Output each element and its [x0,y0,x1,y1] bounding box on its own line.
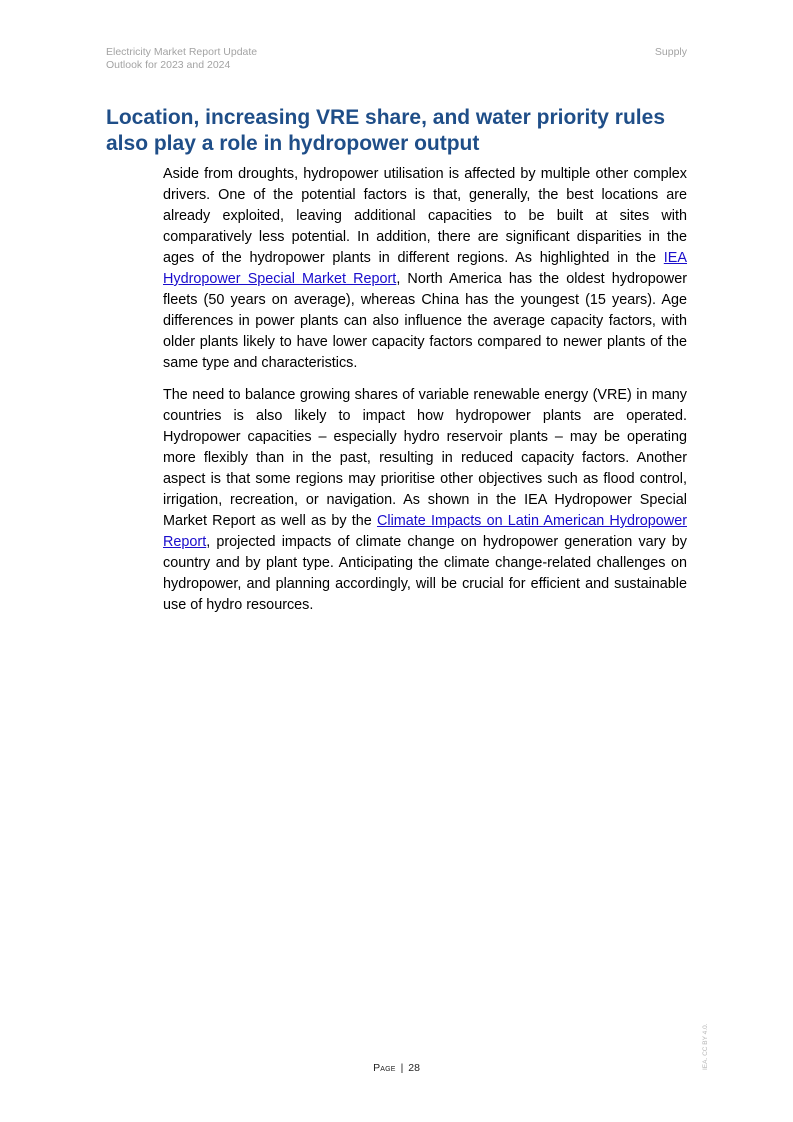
section-title: Location, increasing VRE share, and water priority rules also play a role in hydropower output [106,106,665,155]
paragraph-2-text-a: The need to balance growing shares of variable renewable energy (VRE) in many countries is also likely to impact how hydropower plants are operated. Hydropower capacities – especially hydro reservoir plants – may be operating more flexibly than in the past, resulting in reduced capacity factors. Another aspect is that some regions may prioritise other objectives such as flood control, irrigation, recreation, or navigation. As shown in the IEA Hydropower Special Market Report as well as by the [163,387,687,529]
license-notice: IEA. CC BY 4.0. [702,1023,709,1070]
paragraph-2-text-b: , projected impacts of climate change on hydropower generation vary by country and by plant type. Anticipating the climate change-related challenges on hydropower, and planning accordingly, will be crucial for efficient and sustainable use of hydro resources. [163,534,687,613]
page-number: 28 [408,1062,420,1074]
iea-hydropower-report-link[interactable]: IEA Hydropower Special Market Report [163,250,687,287]
report-title-line-1: Electricity Market Report Update [106,46,258,58]
report-title [106,46,257,72]
page-separator: | [400,1062,404,1074]
page-footer [0,1062,793,1075]
paragraph-1-text-b: , North America has the oldest hydropower fleets (50 years on average), whereas China has the youngest (15 years). Age differences in power plants can also influence the average capacity factors, with older plants likely to have lower capacity factors compared to newer plants of the same type and characteristics. [163,271,687,371]
page-label: Page [373,1062,396,1074]
paragraph-1 [163,164,687,374]
running-header [106,46,687,76]
paragraph-1-text-a: Aside from droughts, hydropower utilisation is affected by multiple other complex drivers. One of the potential factors is that, generally, the best locations are already exploited, leaving additional capacities to be built at sites with comparatively less potential. In addition, there are significant disparities in the ages of the hydropower plants in different regions. As highlighted in the [163,166,687,266]
paragraph-2 [163,385,687,616]
section-name: Supply [654,46,687,58]
report-title-line-2: Outlook for 2023 and 2024 [106,59,231,71]
body-text [163,164,687,627]
climate-impacts-report-link[interactable]: Climate Impacts on Latin American Hydropower Report [163,513,687,550]
